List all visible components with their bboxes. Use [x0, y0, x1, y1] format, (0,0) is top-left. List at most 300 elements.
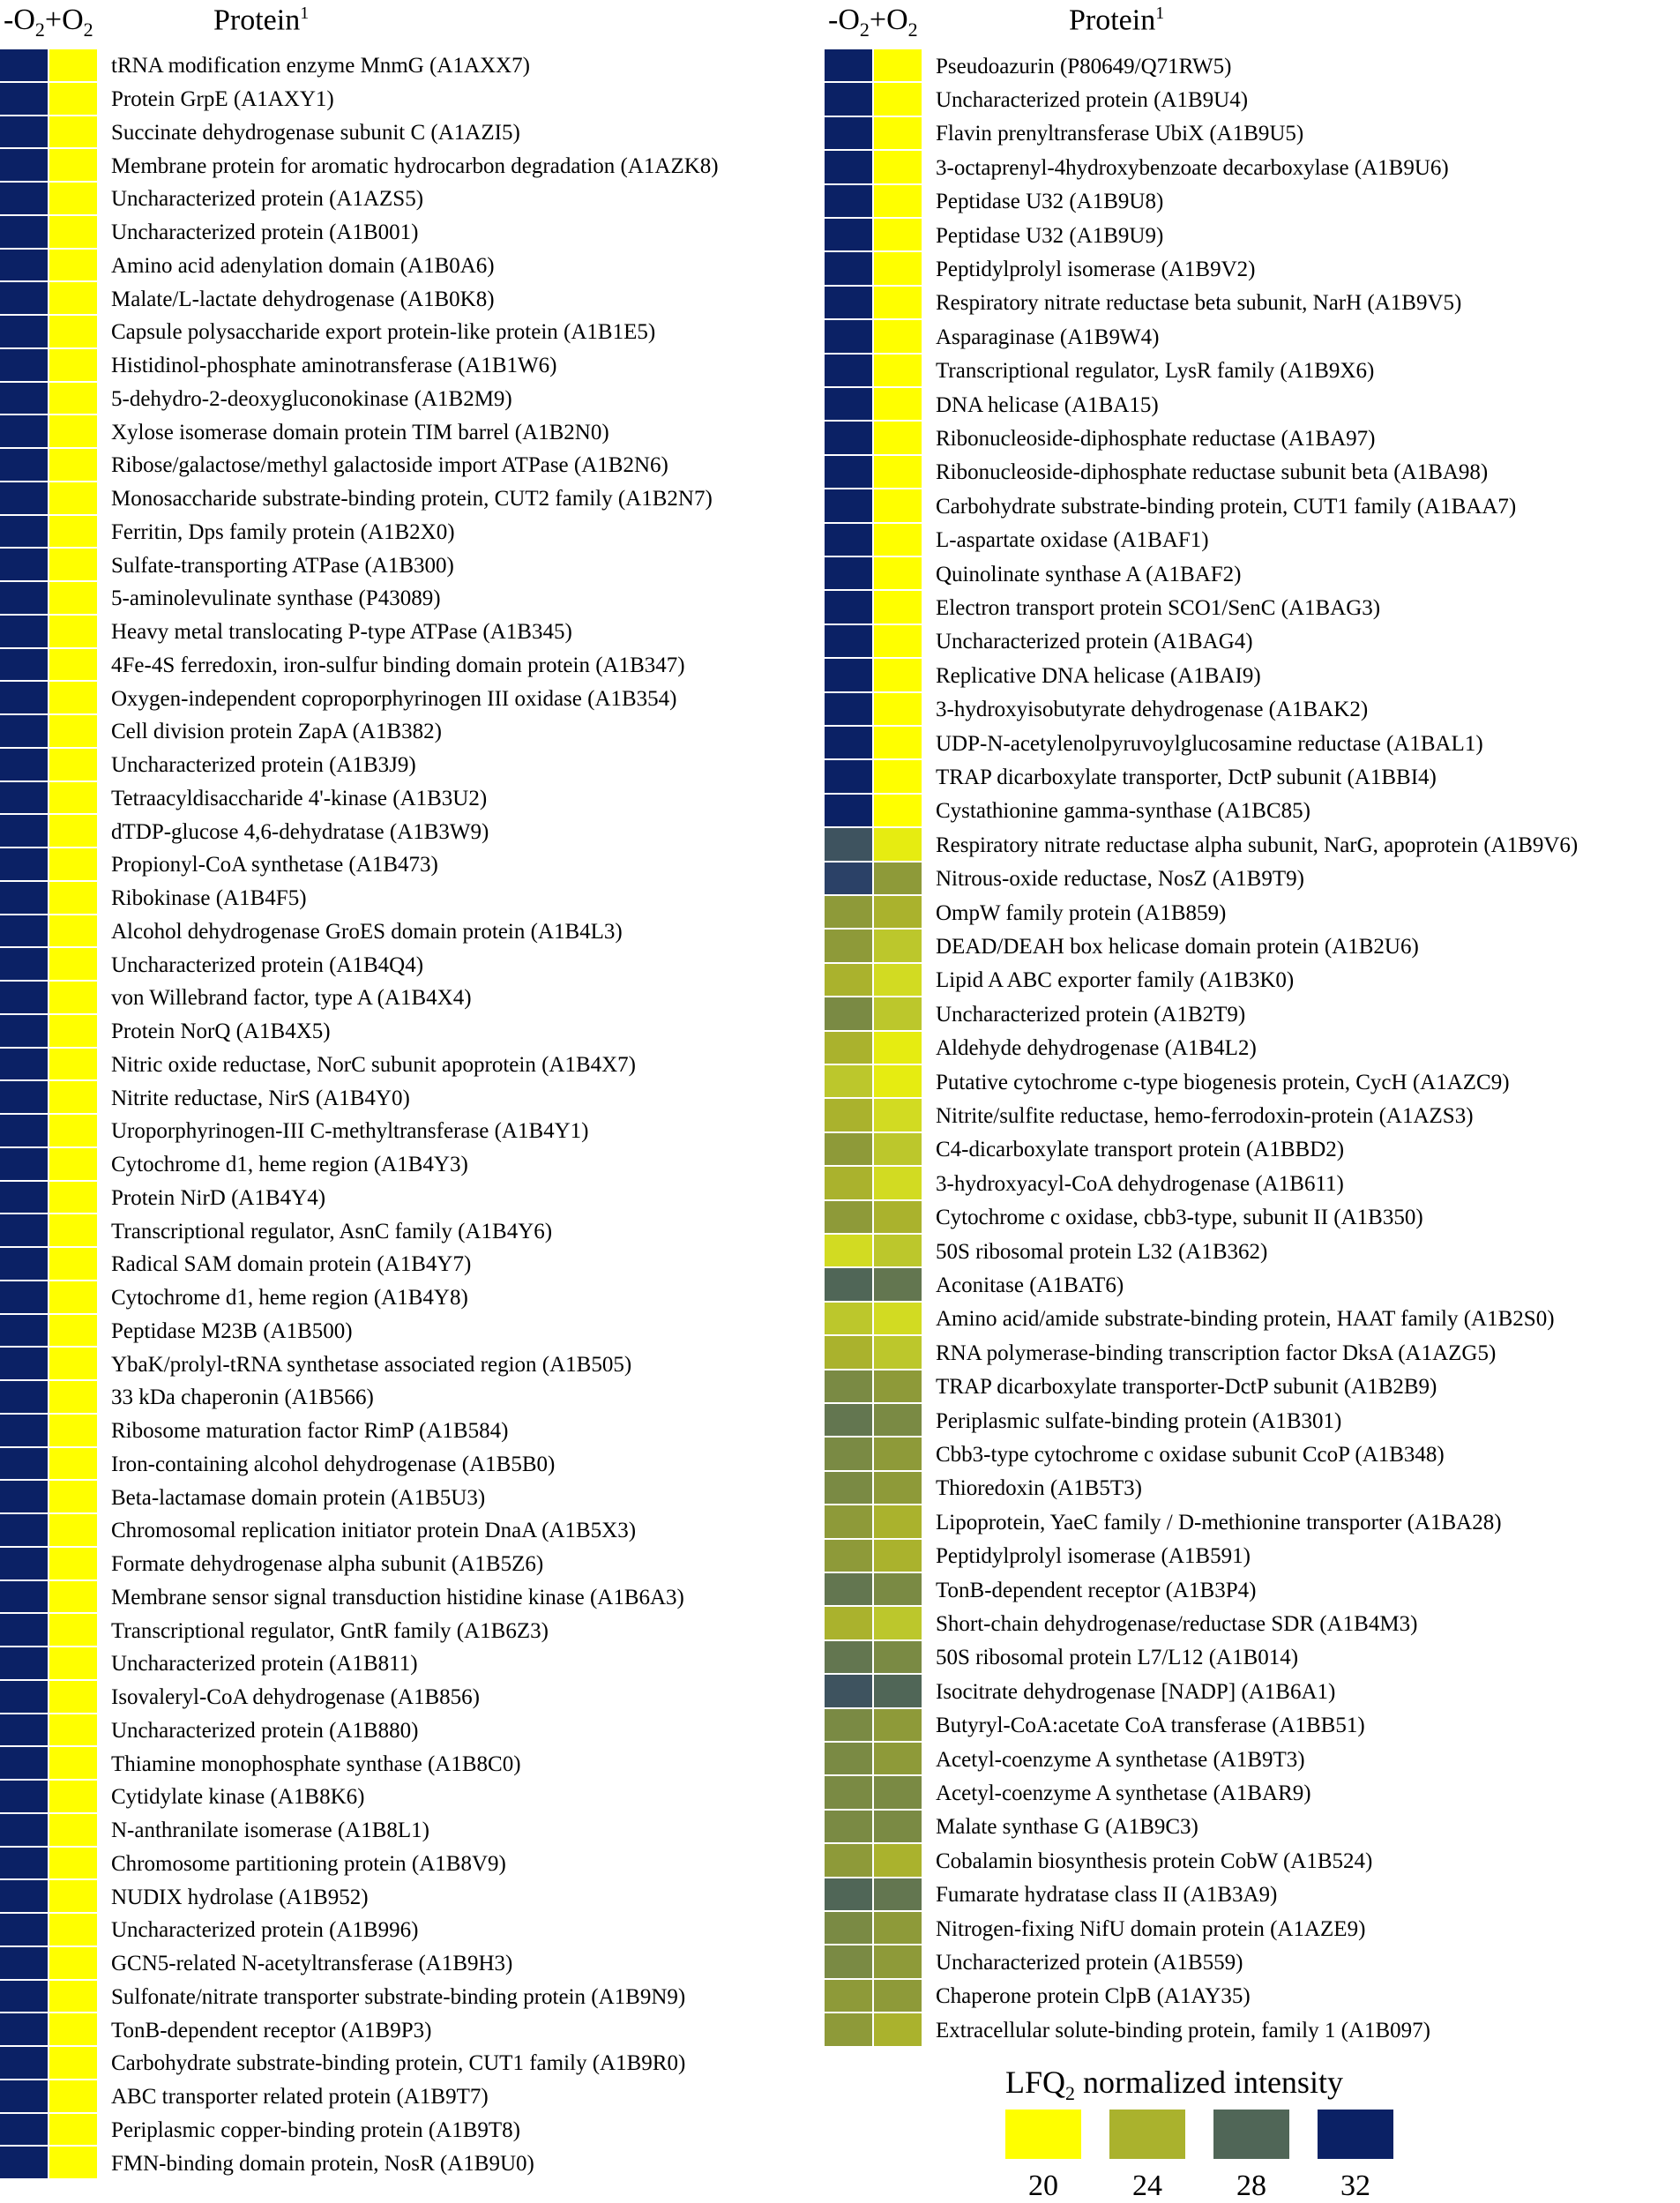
- protein-label: tRNA modification enzyme MnmG (A1AXX7): [111, 54, 530, 78]
- heatmap-cell-minus-o2: [825, 1438, 874, 1471]
- protein-label: Short-chain dehydrogenase/reductase SDR (A1B4M3): [936, 1612, 1418, 1637]
- heatmap-cell-minus-o2: [0, 1015, 49, 1049]
- heatmap-row: [0, 1315, 353, 1348]
- heatmap-cell-plus-o2: [874, 625, 923, 659]
- protein-label: RNA polymerase-binding transcription factor DksA (A1AZG5): [936, 1340, 1497, 1365]
- heatmap-cell-plus-o2: [874, 828, 923, 862]
- heatmap-row: [0, 1947, 512, 1981]
- heatmap-cell-minus-o2: [825, 1370, 874, 1404]
- heatmap-cell-plus-o2: [49, 1647, 99, 1681]
- heatmap-cell-minus-o2: [825, 2013, 874, 2047]
- legend-tick-label: 24: [1132, 2169, 1162, 2202]
- protein-label: NUDIX hydrolase (A1B952): [111, 1885, 369, 1909]
- heatmap-cell-minus-o2: [0, 1880, 49, 1914]
- heatmap-cell-minus-o2: [0, 1049, 49, 1082]
- heatmap-cell-minus-o2: [825, 1032, 874, 1065]
- heatmap-row: [825, 1743, 1305, 1776]
- protein-label: Carbohydrate substrate-binding protein, CUT1 family (A1BAA7): [936, 494, 1517, 519]
- protein-label: Heavy metal translocating P-type ATPase (A1B345): [111, 620, 572, 645]
- protein-label: Electron transport protein SCO1/SenC (A1BAG3): [936, 596, 1381, 621]
- heatmap-cell-plus-o2: [49, 1814, 99, 1848]
- heatmap-row: [825, 760, 1437, 794]
- protein-label: Uncharacterized protein (A1B2T9): [936, 1002, 1246, 1027]
- heatmap-row: [0, 1848, 506, 1881]
- protein-label: Cytidylate kinase (A1B8K6): [111, 1785, 365, 1810]
- protein-label: Butyryl-CoA:acetate CoA transferase (A1BB51): [936, 1714, 1365, 1738]
- heatmap-cell-plus-o2: [49, 1581, 99, 1615]
- heatmap-cell-minus-o2: [0, 1081, 49, 1115]
- heatmap-cell-minus-o2: [0, 1981, 49, 2014]
- protein-label: 33 kDa chaperonin (A1B566): [111, 1385, 374, 1410]
- heatmap-cell-minus-o2: [825, 49, 874, 83]
- column-header-protein: Protein$^1$: [213, 4, 310, 37]
- heatmap-cell-minus-o2: [0, 1248, 49, 1281]
- heatmap-row: [825, 83, 1248, 116]
- heatmap-cell-plus-o2: [49, 2147, 99, 2180]
- heatmap-cell-minus-o2: [0, 616, 49, 649]
- protein-label: Thioredoxin (A1B5T3): [936, 1476, 1142, 1501]
- protein-label: TRAP dicarboxylate transporter, DctP subunit (A1BBI4): [936, 765, 1437, 790]
- protein-label: L-aspartate oxidase (A1BAF1): [936, 528, 1209, 553]
- heatmap-row: [825, 1573, 1256, 1607]
- heatmap-row: [825, 1980, 1251, 2013]
- heatmap-cell-minus-o2: [825, 1776, 874, 1810]
- heatmap-cell-minus-o2: [825, 320, 874, 354]
- heatmap-cell-minus-o2: [0, 2047, 49, 2080]
- heatmap-row: [825, 1032, 1257, 1065]
- protein-label: Respiratory nitrate reductase beta subunit, NarH (A1B9V5): [936, 291, 1462, 316]
- heatmap-cell-plus-o2: [874, 1336, 923, 1370]
- heatmap-cell-plus-o2: [49, 715, 99, 749]
- heatmap-cell-plus-o2: [49, 1914, 99, 1947]
- heatmap-cell-minus-o2: [825, 896, 874, 930]
- heatmap-row: [0, 349, 556, 383]
- heatmap-cell-plus-o2: [874, 252, 923, 286]
- heatmap-row: [825, 422, 1376, 455]
- protein-label: Uncharacterized protein (A1BAG4): [936, 630, 1253, 654]
- protein-label: Isovaleryl-CoA dehydrogenase (A1B856): [111, 1685, 480, 1710]
- heatmap-cell-minus-o2: [825, 151, 874, 184]
- heatmap-cell-minus-o2: [0, 250, 49, 283]
- protein-label: Cytochrome d1, heme region (A1B4Y3): [111, 1153, 468, 1177]
- heatmap-cell-plus-o2: [874, 557, 923, 591]
- heatmap-row: [825, 1675, 1335, 1708]
- heatmap-row: [825, 524, 1209, 557]
- protein-label: Quinolinate synthase A (A1BAF2): [936, 562, 1242, 586]
- heatmap-cell-plus-o2: [49, 1281, 99, 1315]
- heatmap-row: [0, 2147, 534, 2180]
- heatmap-row: [0, 815, 489, 848]
- heatmap-cell-minus-o2: [825, 1573, 874, 1607]
- heatmap-cell-minus-o2: [825, 863, 874, 896]
- heatmap-cell-plus-o2: [49, 1714, 99, 1748]
- heatmap-row: [0, 582, 441, 616]
- protein-label: FMN-binding domain protein, NosR (A1B9U0): [111, 2151, 534, 2176]
- protein-label: 5-aminolevulinate synthase (P43089): [111, 586, 441, 611]
- protein-label: Cytochrome d1, heme region (A1B4Y8): [111, 1286, 468, 1311]
- heatmap-row: [0, 1348, 631, 1381]
- protein-label: Malate synthase G (A1B9C3): [936, 1815, 1198, 1840]
- protein-label: Protein GrpE (A1AXY1): [111, 87, 334, 112]
- heatmap-cell-plus-o2: [874, 1540, 923, 1573]
- heatmap-cell-plus-o2: [49, 1514, 99, 1548]
- heatmap-cell-minus-o2: [825, 930, 874, 963]
- heatmap-row: [0, 1148, 468, 1182]
- heatmap-cell-plus-o2: [49, 349, 99, 383]
- heatmap-cell-plus-o2: [49, 616, 99, 649]
- protein-label: Sulfate-transporting ATPase (A1B300): [111, 553, 454, 578]
- heatmap-row: [0, 749, 416, 782]
- heatmap-row: [825, 659, 1261, 692]
- heatmap-row: [825, 1945, 1243, 1979]
- protein-label: Uncharacterized protein (A1B559): [936, 1951, 1243, 1975]
- heatmap-row: [825, 1709, 1365, 1743]
- heatmap-row: [825, 1811, 1198, 1844]
- heatmap-cell-plus-o2: [874, 1099, 923, 1132]
- heatmap-cell-minus-o2: [0, 49, 49, 83]
- heatmap-row: [0, 482, 713, 516]
- heatmap-cell-minus-o2: [825, 1336, 874, 1370]
- legend-title: $LFQ_2$ normalized intensity: [1005, 2065, 1343, 2105]
- heatmap-cell-minus-o2: [0, 1214, 49, 1248]
- heatmap-cell-minus-o2: [825, 795, 874, 828]
- legend-swatch: [1109, 2110, 1185, 2159]
- heatmap-cell-plus-o2: [874, 320, 923, 354]
- column-header-o2: $-O_2+O_2$: [4, 4, 93, 41]
- heatmap-row: [0, 1581, 684, 1615]
- heatmap-cell-plus-o2: [874, 1912, 923, 1945]
- heatmap-cell-minus-o2: [825, 997, 874, 1031]
- heatmap-row: [825, 219, 1163, 252]
- heatmap-row: [825, 964, 1294, 997]
- heatmap-cell-minus-o2: [825, 1878, 874, 1912]
- heatmap-cell-plus-o2: [49, 1614, 99, 1647]
- protein-label: Uncharacterized protein (A1AZS5): [111, 187, 424, 212]
- protein-label: Monosaccharide substrate-binding protein, CUT2 family (A1B2N7): [111, 487, 713, 512]
- protein-label: TRAP dicarboxylate transporter-DctP subunit (A1B2B9): [936, 1375, 1437, 1400]
- protein-label: Fumarate hydratase class II (A1B3A9): [936, 1883, 1278, 1908]
- heatmap-cell-minus-o2: [825, 1065, 874, 1099]
- heatmap-cell-minus-o2: [825, 1540, 874, 1573]
- heatmap-cell-minus-o2: [0, 1315, 49, 1348]
- heatmap-row: [0, 1448, 555, 1482]
- protein-label: Peptidylprolyl isomerase (A1B9V2): [936, 258, 1256, 282]
- heatmap-cell-plus-o2: [49, 1548, 99, 1581]
- protein-label: Protein NorQ (A1B4X5): [111, 1019, 331, 1044]
- heatmap-row: [825, 1878, 1277, 1912]
- heatmap-row: [825, 117, 1303, 151]
- heatmap-cell-minus-o2: [0, 282, 49, 316]
- heatmap-cell-minus-o2: [825, 591, 874, 624]
- heatmap-cell-plus-o2: [49, 449, 99, 482]
- heatmap-cell-minus-o2: [825, 422, 874, 455]
- heatmap-row: [825, 1268, 1124, 1302]
- protein-label: Carbohydrate substrate-binding protein, CUT1 family (A1B9R0): [111, 2051, 686, 2076]
- protein-label: Cbb3-type cytochrome c oxidase subunit CcoP (A1B348): [936, 1443, 1445, 1467]
- heatmap-row: [0, 1381, 374, 1415]
- heatmap-row: [0, 882, 307, 915]
- protein-label: Nitrous-oxide reductase, NosZ (A1B9T9): [936, 867, 1304, 892]
- heatmap-cell-minus-o2: [0, 149, 49, 183]
- heatmap-row: [825, 1641, 1298, 1675]
- heatmap-row: [0, 149, 719, 183]
- protein-label: Peptidase M23B (A1B500): [111, 1318, 353, 1343]
- heatmap-cell-plus-o2: [874, 456, 923, 489]
- protein-label: GCN5-related N-acetyltransferase (A1B9H3): [111, 1952, 513, 1976]
- heatmap-row: [0, 1415, 508, 1448]
- heatmap-cell-plus-o2: [49, 282, 99, 316]
- heatmap-cell-minus-o2: [0, 316, 49, 349]
- protein-label: Iron-containing alcohol dehydrogenase (A1B5B0): [111, 1452, 556, 1476]
- heatmap-cell-minus-o2: [825, 1201, 874, 1235]
- heatmap-cell-plus-o2: [874, 896, 923, 930]
- heatmap-cell-plus-o2: [874, 1980, 923, 2013]
- protein-label: Respiratory nitrate reductase alpha subunit, NarG, apoprotein (A1B9V6): [936, 833, 1579, 857]
- protein-label: Cell division protein ZapA (A1B382): [111, 720, 442, 744]
- heatmap-cell-minus-o2: [825, 1404, 874, 1438]
- protein-label: Thiamine monophosphate synthase (A1B8C0): [111, 1751, 521, 1776]
- heatmap-cell-plus-o2: [49, 882, 99, 915]
- heatmap-cell-minus-o2: [0, 2080, 49, 2114]
- protein-label: Asparaginase (A1B9W4): [936, 325, 1160, 349]
- protein-label: Cystathionine gamma-synthase (A1BC85): [936, 799, 1310, 824]
- protein-label: Tetraacyldisaccharide 4'-kinase (A1B3U2): [111, 786, 488, 810]
- heatmap-cell-minus-o2: [0, 948, 49, 982]
- heatmap-cell-plus-o2: [874, 930, 923, 963]
- heatmap-cell-plus-o2: [49, 1781, 99, 1814]
- protein-label: Uncharacterized protein (A1B4Q4): [111, 952, 424, 977]
- heatmap-cell-minus-o2: [825, 252, 874, 286]
- protein-label: Nitrite reductase, NirS (A1B4Y0): [111, 1086, 410, 1110]
- heatmap-cell-minus-o2: [825, 760, 874, 794]
- heatmap-cell-minus-o2: [825, 1912, 874, 1945]
- heatmap-cell-minus-o2: [0, 982, 49, 1015]
- heatmap-cell-minus-o2: [825, 456, 874, 489]
- heatmap-cell-minus-o2: [825, 355, 874, 388]
- heatmap-row: [0, 449, 668, 482]
- heatmap-row: [0, 1115, 589, 1148]
- protein-label: Malate/L-lactate dehydrogenase (A1B0K8): [111, 287, 495, 311]
- heatmap-cell-plus-o2: [49, 1415, 99, 1448]
- heatmap-cell-minus-o2: [825, 557, 874, 591]
- heatmap-row: [825, 1370, 1437, 1404]
- heatmap-cell-minus-o2: [825, 1980, 874, 2013]
- protein-label: Lipid A ABC exporter family (A1B3K0): [936, 968, 1295, 993]
- heatmap-row: [825, 1404, 1341, 1438]
- protein-label: Radical SAM domain protein (A1B4Y7): [111, 1252, 472, 1277]
- protein-label: Amino acid adenylation domain (A1B0A6): [111, 253, 495, 278]
- heatmap-cell-plus-o2: [874, 185, 923, 219]
- heatmap-cell-minus-o2: [825, 1235, 874, 1268]
- heatmap-row: [825, 489, 1516, 523]
- heatmap-cell-plus-o2: [49, 1681, 99, 1714]
- heatmap-cell-minus-o2: [0, 1148, 49, 1182]
- heatmap-cell-plus-o2: [49, 649, 99, 683]
- heatmap-cell-minus-o2: [0, 383, 49, 416]
- heatmap-cell-minus-o2: [825, 1811, 874, 1844]
- heatmap-cell-minus-o2: [825, 1743, 874, 1776]
- heatmap-cell-minus-o2: [825, 659, 874, 692]
- heatmap-row: [0, 1481, 485, 1514]
- heatmap-cell-plus-o2: [874, 997, 923, 1031]
- heatmap-row: [825, 591, 1380, 624]
- heatmap-row: [825, 1540, 1251, 1573]
- heatmap-cell-plus-o2: [49, 83, 99, 116]
- heatmap-cell-plus-o2: [874, 795, 923, 828]
- protein-label: Ribonucleoside-diphosphate reductase (A1BA97): [936, 427, 1376, 452]
- protein-label: Histidinol-phosphate aminotransferase (A1B1W6): [111, 354, 557, 378]
- heatmap-row: [0, 948, 423, 982]
- heatmap-cell-minus-o2: [0, 582, 49, 616]
- heatmap-row: [0, 1647, 418, 1681]
- heatmap-cell-minus-o2: [825, 219, 874, 252]
- heatmap-row: [825, 625, 1253, 659]
- protein-label: Replicative DNA helicase (A1BAI9): [936, 663, 1261, 688]
- heatmap-cell-plus-o2: [49, 1481, 99, 1514]
- heatmap-row: [825, 2013, 1430, 2047]
- protein-label: 50S ribosomal protein L32 (A1B362): [936, 1239, 1268, 1264]
- heatmap-row: [0, 1880, 369, 1914]
- heatmap-row: [0, 1747, 521, 1781]
- legend-swatch: [1213, 2110, 1289, 2159]
- heatmap-cell-minus-o2: [0, 415, 49, 449]
- heatmap-row: [825, 1505, 1502, 1539]
- heatmap-row: [825, 1336, 1496, 1370]
- heatmap-row: [825, 185, 1163, 219]
- protein-label: 3-hydroxyacyl-CoA dehydrogenase (A1B611): [936, 1171, 1344, 1196]
- heatmap-cell-minus-o2: [0, 1381, 49, 1415]
- heatmap-row: [0, 982, 472, 1015]
- heatmap-cell-minus-o2: [825, 828, 874, 862]
- heatmap-cell-plus-o2: [874, 1370, 923, 1404]
- heatmap-cell-minus-o2: [0, 1514, 49, 1548]
- heatmap-row: [0, 1281, 468, 1315]
- heatmap-cell-minus-o2: [825, 1303, 874, 1336]
- protein-label: Succinate dehydrogenase subunit C (A1AZI5): [111, 120, 520, 145]
- heatmap-cell-minus-o2: [825, 489, 874, 523]
- heatmap-cell-plus-o2: [874, 1472, 923, 1505]
- heatmap-cell-minus-o2: [825, 83, 874, 116]
- heatmap-cell-minus-o2: [0, 2114, 49, 2147]
- heatmap-row: [0, 2080, 489, 2114]
- heatmap-row: [825, 1235, 1267, 1268]
- protein-label: Extracellular solute-binding protein, family 1 (A1B097): [936, 2018, 1430, 2042]
- heatmap-cell-plus-o2: [874, 117, 923, 151]
- heatmap-cell-minus-o2: [0, 1614, 49, 1647]
- heatmap-row: [825, 930, 1419, 963]
- protein-label: Uncharacterized protein (A1B9U4): [936, 88, 1249, 113]
- legend-swatch: [1318, 2110, 1393, 2159]
- heatmap-row: [0, 1714, 418, 1748]
- heatmap-row: [825, 320, 1159, 354]
- heatmap-cell-plus-o2: [874, 1235, 923, 1268]
- heatmap-row: [825, 1607, 1417, 1640]
- heatmap-cell-minus-o2: [0, 1581, 49, 1615]
- protein-label: Pseudoazurin (P80649/Q71RW5): [936, 54, 1232, 78]
- protein-label: Chromosomal replication initiator protein DnaA (A1B5X3): [111, 1519, 637, 1543]
- heatmap-cell-minus-o2: [825, 1472, 874, 1505]
- protein-label: Cytochrome c oxidase, cbb3-type, subunit II (A1B350): [936, 1206, 1423, 1230]
- heatmap-row: [825, 727, 1483, 760]
- heatmap-cell-plus-o2: [49, 1348, 99, 1381]
- heatmap-cell-plus-o2: [874, 591, 923, 624]
- protein-label: Uncharacterized protein (A1B001): [111, 220, 419, 245]
- heatmap-cell-plus-o2: [874, 1404, 923, 1438]
- legend-tick-label: 20: [1028, 2169, 1058, 2202]
- heatmap-cell-plus-o2: [874, 1945, 923, 1979]
- protein-label: 50S ribosomal protein L7/L12 (A1B014): [936, 1646, 1299, 1670]
- heatmap-cell-plus-o2: [874, 355, 923, 388]
- heatmap-cell-plus-o2: [49, 948, 99, 982]
- heatmap-row: [0, 1049, 636, 1082]
- protein-label: Nitric oxide reductase, NorC subunit apoprotein (A1B4X7): [111, 1052, 637, 1077]
- heatmap-cell-plus-o2: [874, 2013, 923, 2047]
- heatmap-cell-minus-o2: [0, 1914, 49, 1947]
- protein-label: Aconitase (A1BAT6): [936, 1273, 1124, 1298]
- heatmap-row: [0, 1981, 685, 2014]
- heatmap-cell-minus-o2: [825, 1844, 874, 1878]
- protein-label: Uncharacterized protein (A1B996): [111, 1918, 419, 1943]
- heatmap-cell-plus-o2: [49, 815, 99, 848]
- heatmap-row: [0, 282, 495, 316]
- heatmap-cell-minus-o2: [0, 1481, 49, 1514]
- protein-label: Uncharacterized protein (A1B811): [111, 1652, 418, 1677]
- protein-label: OmpW family protein (A1B859): [936, 900, 1227, 925]
- heatmap-cell-plus-o2: [874, 1201, 923, 1235]
- heatmap-cell-minus-o2: [825, 964, 874, 997]
- protein-label: Peptidylprolyl isomerase (A1B591): [936, 1544, 1251, 1569]
- protein-label: ABC transporter related protein (A1B9T7): [111, 2085, 489, 2110]
- heatmap-cell-plus-o2: [874, 1133, 923, 1167]
- heatmap-cell-plus-o2: [874, 964, 923, 997]
- heatmap-cell-plus-o2: [874, 1743, 923, 1776]
- heatmap-row: [0, 915, 623, 949]
- heatmap-cell-plus-o2: [874, 489, 923, 523]
- heatmap-cell-minus-o2: [0, 349, 49, 383]
- heatmap-cell-plus-o2: [874, 760, 923, 794]
- heatmap-row: [825, 1065, 1510, 1099]
- heatmap-cell-minus-o2: [0, 1115, 49, 1148]
- heatmap-row: [0, 1015, 331, 1049]
- heatmap-row: [0, 516, 455, 549]
- heatmap-row: [825, 1438, 1445, 1471]
- heatmap-cell-plus-o2: [874, 219, 923, 252]
- heatmap-cell-minus-o2: [0, 882, 49, 915]
- heatmap-row: [825, 1303, 1555, 1336]
- heatmap-cell-minus-o2: [825, 1945, 874, 1979]
- heatmap-cell-minus-o2: [0, 216, 49, 250]
- protein-label: Ferritin, Dps family protein (A1B2X0): [111, 519, 455, 544]
- heatmap-cell-plus-o2: [49, 1081, 99, 1115]
- heatmap-cell-plus-o2: [49, 1214, 99, 1248]
- heatmap-row: [0, 715, 442, 749]
- heatmap-row: [0, 183, 423, 216]
- protein-label: Chaperone protein ClpB (A1AY35): [936, 1984, 1251, 2009]
- heatmap-cell-plus-o2: [49, 682, 99, 715]
- heatmap-cell-plus-o2: [49, 1747, 99, 1781]
- heatmap-row: [0, 549, 454, 582]
- protein-label: Transcriptional regulator, AsnC family (A1B4Y6): [111, 1219, 553, 1243]
- heatmap-cell-minus-o2: [825, 1505, 874, 1539]
- heatmap-row: [0, 649, 685, 683]
- heatmap-cell-plus-o2: [49, 848, 99, 882]
- heatmap-cell-plus-o2: [874, 151, 923, 184]
- heatmap-cell-minus-o2: [0, 83, 49, 116]
- heatmap-cell-minus-o2: [825, 1133, 874, 1167]
- heatmap-cell-plus-o2: [49, 415, 99, 449]
- heatmap-row: [825, 1776, 1311, 1810]
- heatmap-cell-minus-o2: [0, 782, 49, 816]
